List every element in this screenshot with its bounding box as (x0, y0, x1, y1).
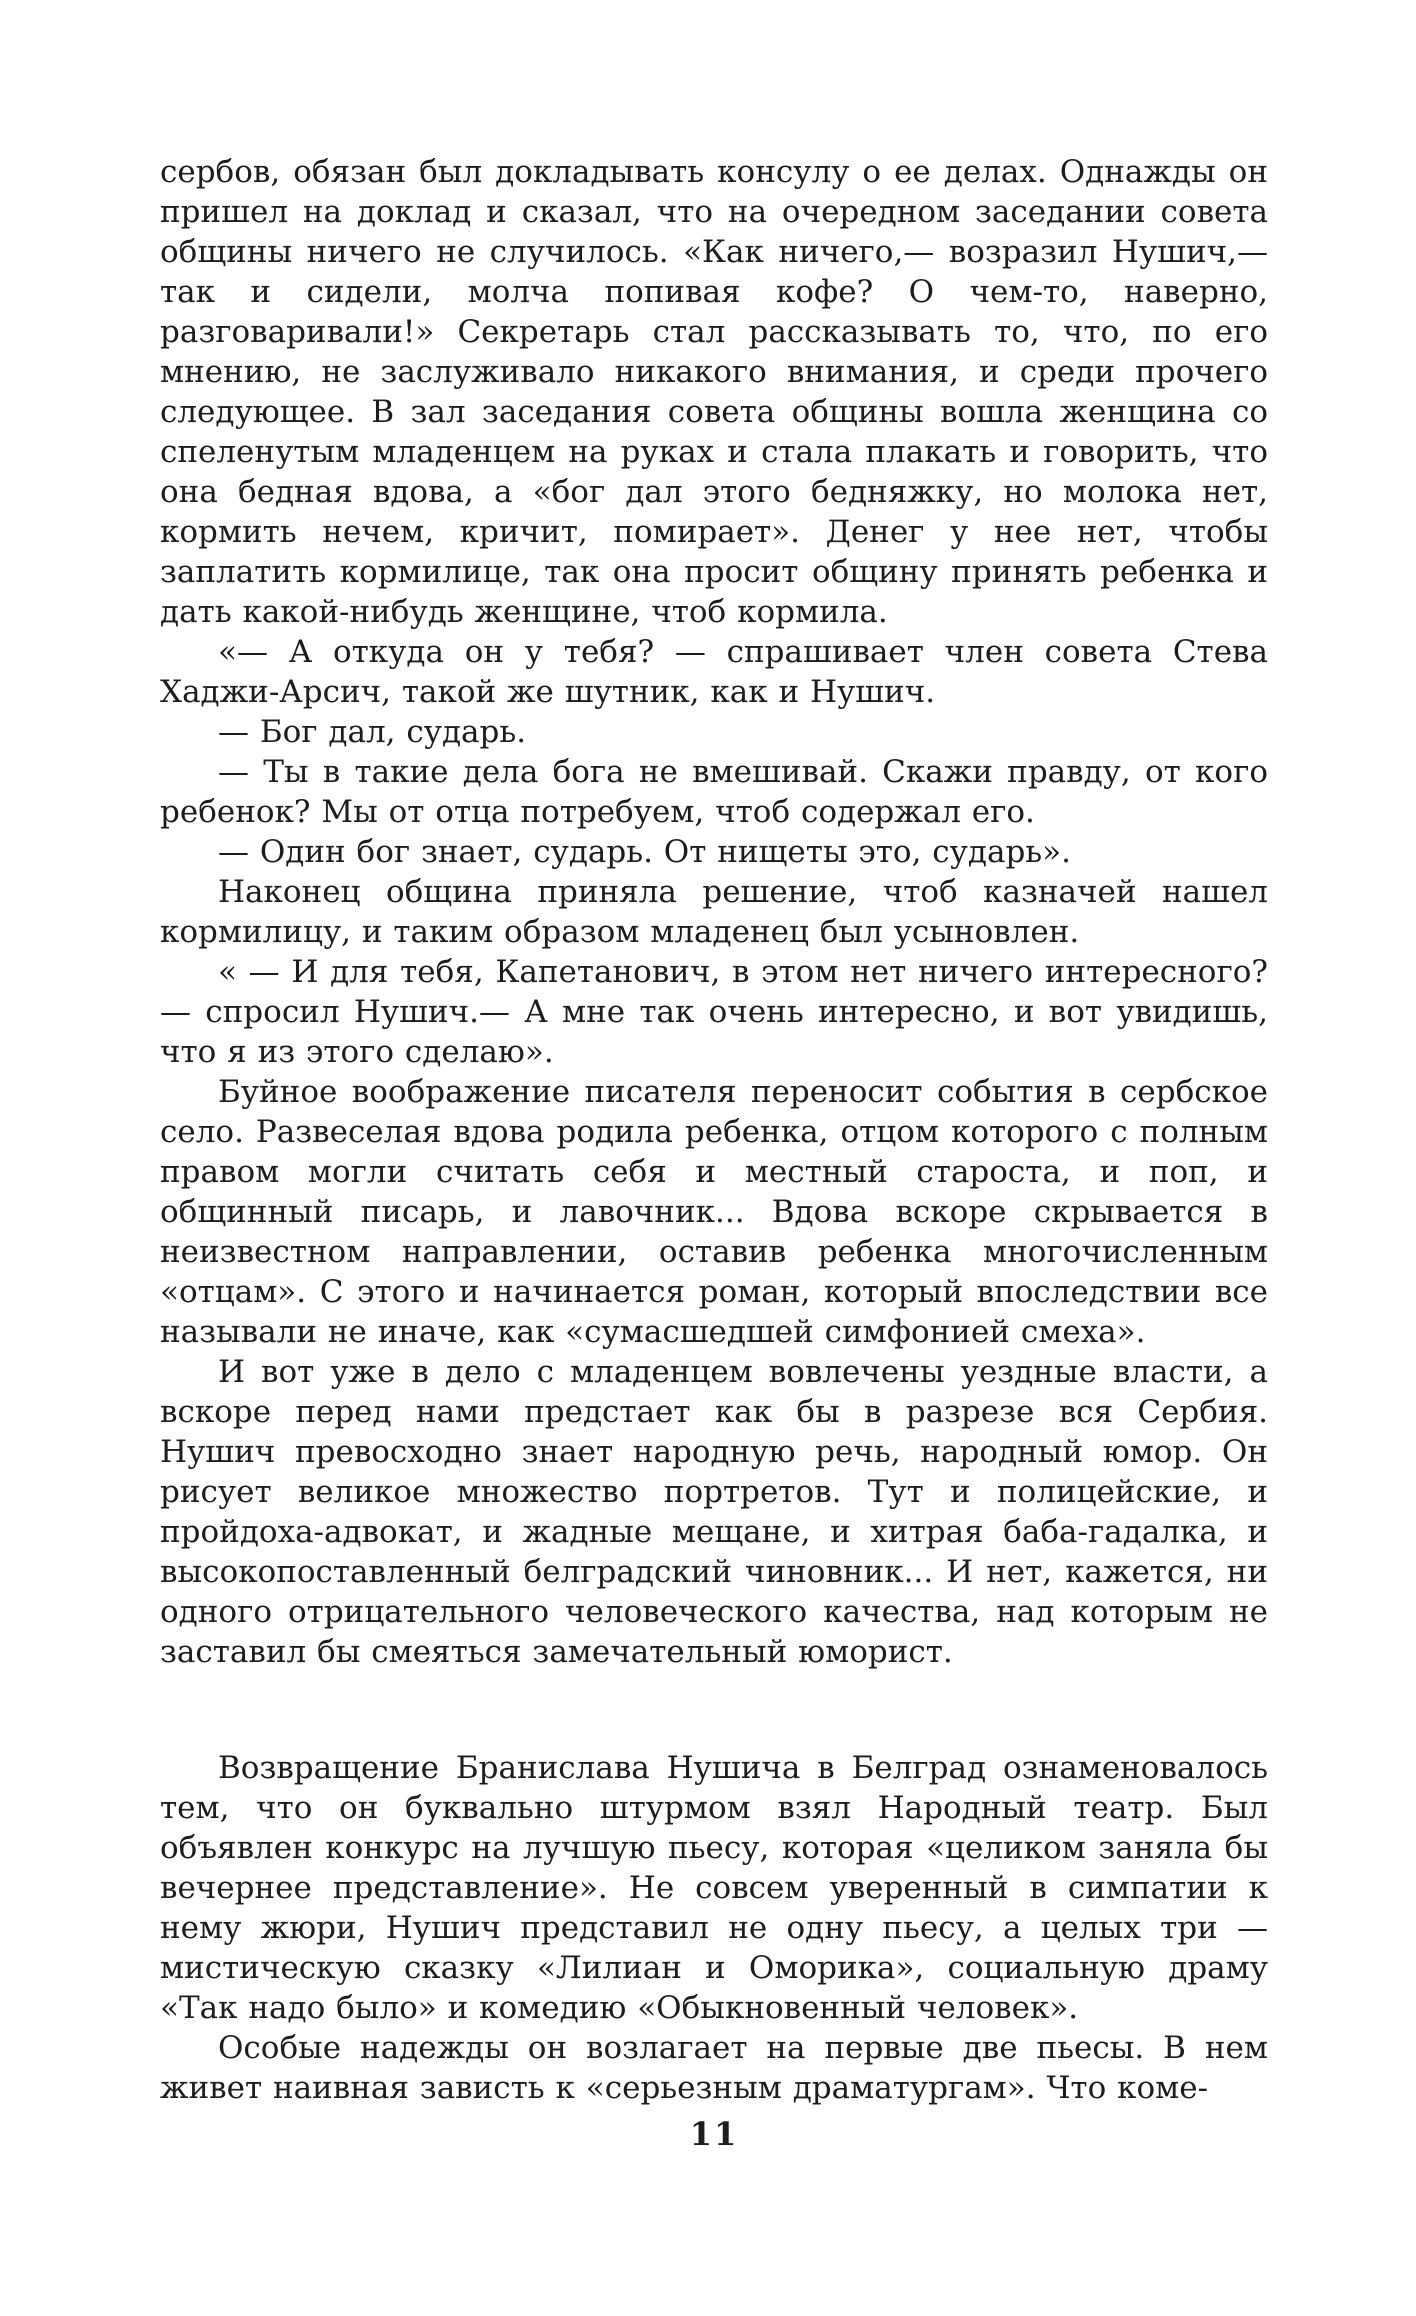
paragraph: «— А откуда он у тебя? — спрашивает член совета Стева Хаджи-Арсич, такой же шутник, как и Нушич. (160, 634, 1268, 710)
paragraph: — Один бог знает, сударь. От нищеты это, сударь». (218, 834, 1071, 870)
paragraph: — Бог дал, сударь. (218, 714, 527, 750)
page-number: 11 (689, 2115, 739, 2153)
paragraph: Возвращение Бранислава Нушича в Белград ознаменовалось тем, что он буквально штурмом взял Народный театр. Был объявлен конкурс на лучшую пьесу, которая «целиком заняла бы вечернее представление». Не совсем уверенный в симпатии к нему жюри, Нушич представил не одну пьесу, а целых три — мистическую сказку «Лилиан и Оморика», социальную драму «Так надо было» и комедию «Обыкновенный человек». (160, 1750, 1268, 2026)
paragraph: сербов, обязан был докладывать консулу о ее делах. Однажды он пришел на доклад и сказал, что на очередном заседании совета общины ничего не случилось. «Как ничего,— возразил Нушич,— так и сидели, молча попивая кофе? О чем-то, наверно, разговаривали!» Секретарь стал рассказывать то, что, по его мнению, не заслуживало никакого внимания, и среди прочего следующее. В зал заседания совета общины вошла женщина со спеленутым младенцем на руках и стала плакать и говорить, что она бедная вдова, а «бог дал этого бедняжку, но молока нет, кормить нечем, кричит, помирает». Денег у нее нет, чтобы заплатить кормилице, так она просит общину принять ребенка и дать какой-нибудь женщине, чтоб кормила. (160, 154, 1268, 630)
book-page (160, 152, 1268, 2272)
section-return-to-belgrade (160, 1748, 1268, 2108)
paragraph: « — И для тебя, Капетанович, в этом нет ничего интересного? — спросил Нушич.— А мне так очень интересно, и вот увидишь, что я из этого сделаю». (160, 954, 1268, 1070)
paragraph: Особые надежды он возлагает на первые две пьесы. В нем живет наивная зависть к «серьезным драматургам». Что коме- (160, 2030, 1268, 2106)
paragraph: И вот уже в дело с младенцем вовлечены уездные власти, а вскоре перед нами предстает как бы в разрезе вся Сербия. Нушич превосходно знает народную речь, народный юмор. Он рисует великое множество портретов. Тут и полицейские, и пройдоха-адвокат, и жадные мещане, и хитрая баба-гадалка, и высокопоставленный белградский чиновник... И нет, кажется, ни одного отрицательного человеческого качества, над которым не заставил бы смеяться замечательный юморист. (160, 1354, 1268, 1670)
paragraph: — Ты в такие дела бога не вмешивай. Скажи правду, от кого ребенок? Мы от отца потребуем, чтоб содержал его. (160, 754, 1268, 830)
paragraph: Наконец община приняла решение, чтоб казначей нашел кормилицу, и таким образом младенец был усыновлен. (160, 874, 1268, 950)
section-narrative (160, 152, 1268, 1672)
paragraph: Буйное воображение писателя переносит события в сербское село. Развеселая вдова родила ребенка, отцом которого с полным правом могли считать себя и местный староста, и поп, и общинный писарь, и лавочник... Вдова вскоре скрывается в неизвестном направлении, оставив ребенка многочисленным «отцам». С этого и начинается роман, который впоследствии все называли не иначе, как «сумасшедшей симфонией смеха». (160, 1074, 1268, 1350)
